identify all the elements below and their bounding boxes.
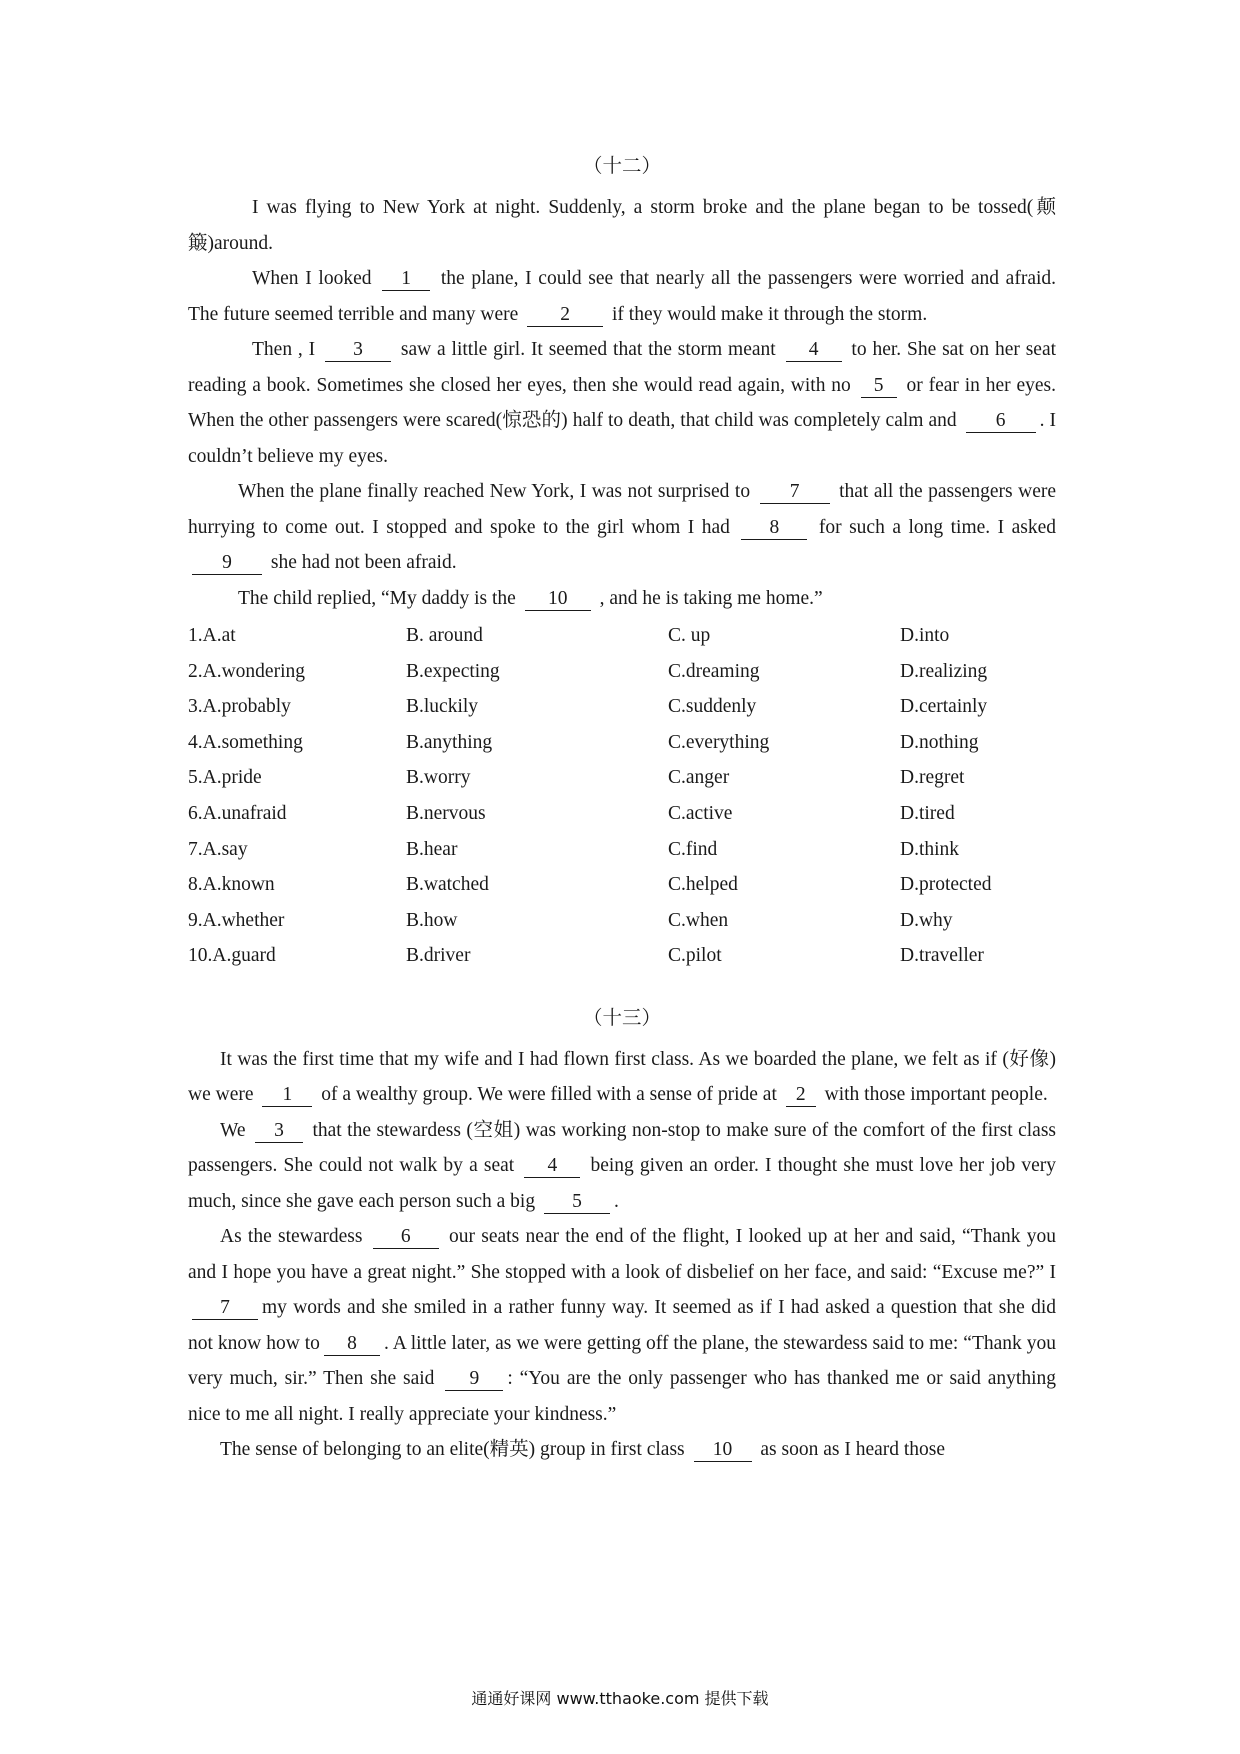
page-footer: 通通好课网 www.tthaoke.com 提供下载 bbox=[471, 1689, 769, 1708]
option-row: 2.A.wondering B.expecting C.dreaming D.realizing bbox=[188, 660, 988, 682]
section-title-13: （十三） bbox=[582, 1007, 661, 1029]
option-row: 10.A.guard B.driver C.pilot D.traveller bbox=[188, 945, 984, 967]
blank-10: 10 bbox=[525, 588, 591, 611]
paragraph: When I looked 1 the plane, I could see that nearly all the passengers were worried and afraid. The future seemed terrible and many were 2 if they would make it through the storm. bbox=[188, 268, 1057, 325]
option-row: 1.A.at B. around C. up D.into bbox=[188, 625, 950, 646]
blank-1: 1 bbox=[262, 1084, 312, 1107]
blank-8: 8 bbox=[324, 1333, 380, 1356]
section-title-12: （十二） bbox=[582, 156, 661, 177]
option-row: 4.A.something B.anything C.everything D.nothing bbox=[188, 731, 979, 753]
blank-2: 2 bbox=[786, 1084, 816, 1107]
blank-4: 4 bbox=[524, 1155, 580, 1178]
blank-7: 7 bbox=[760, 481, 830, 504]
blank-9: 9 bbox=[445, 1368, 503, 1391]
paragraph: We 3 that the stewardess (空姐) was working non-stop to make sure of the comfort of the first class passengers. She could not walk by a seat 4 being given an order. I thought she must love her job very much, since she gave each person such a big 5 . bbox=[188, 1119, 1057, 1212]
blank-6: 6 bbox=[966, 410, 1036, 433]
blank-8: 8 bbox=[741, 517, 807, 540]
paragraph: It was the first time that my wife and I had flown first class. As we boarded the plane, we felt as if (好像) we were 1 of a wealthy group. We were filled with a sense of pride at 2 with those important people. bbox=[188, 1048, 1056, 1106]
blank-6: 6 bbox=[373, 1226, 439, 1249]
paragraph: I was flying to New York at night. Suddenly, a storm broke and the plane began to be tossed(颠簸)around. bbox=[188, 197, 1056, 254]
blank-3: 3 bbox=[255, 1120, 303, 1143]
blank-9: 9 bbox=[192, 552, 262, 575]
blank-5: 5 bbox=[544, 1191, 610, 1214]
blank-7: 7 bbox=[192, 1297, 258, 1320]
paragraph: Then , I 3 saw a little girl. It seemed that the storm meant 4 to her. She sat on her seat reading a book. Sometimes she closed her eyes, then she would read again, with no 5 or fear in her eyes. When the other passengers were scared(惊恐的) half to death, that child was completely calm and 6 . I couldn’t believe my eyes. bbox=[188, 339, 1057, 467]
blank-4: 4 bbox=[786, 339, 842, 362]
option-row: 6.A.unafraid B.nervous C.active D.tired bbox=[188, 802, 955, 824]
options-list bbox=[188, 618, 1056, 974]
paragraph: The sense of belonging to an elite(精英) group in first class 10 as soon as I heard those bbox=[220, 1439, 946, 1461]
option-row: 8.A.known B.watched C.helped D.protected bbox=[188, 874, 992, 896]
paragraph: The child replied, “My daddy is the 10 , and he is taking me home.” bbox=[238, 587, 823, 609]
option-row: 3.A.probably B.luckily C.suddenly D.certainly bbox=[188, 696, 988, 718]
paragraph: When the plane finally reached New York, I was not surprised to 7 that all the passengers were hurrying to come out. I stopped and spoke to the girl whom I had 8 for such a long time. I asked 9 she had not been afraid. bbox=[188, 481, 1057, 573]
blank-1: 1 bbox=[382, 268, 430, 291]
blank-10: 10 bbox=[694, 1439, 752, 1462]
option-row: 5.A.pride B.worry C.anger D.regret bbox=[188, 767, 965, 789]
blank-2: 2 bbox=[527, 304, 603, 327]
paragraph: As the stewardess 6 our seats near the end of the flight, I looked up at her and said, “Thank you and I hope you have a great night.” She stopped with a look of disbelief on her face, and said: “Excuse me?” I 7 my words and she smiled in a rather funny way. It seemed as if I had asked a question that she did not know how to 8 . A little later, as we were getting off the plane, the stewardess said to me: “Thank you very much, sir.” Then she said 9 : “You are the only passenger who has thanked me or said anything nice to me all night. I really appreciate your kindness.” bbox=[188, 1226, 1057, 1425]
option-row: 7.A.say B.hear C.find D.think bbox=[188, 838, 960, 860]
document-page bbox=[188, 150, 1056, 1468]
blank-5: 5 bbox=[861, 375, 897, 398]
option-row: 9.A.whether B.how C.when D.why bbox=[188, 909, 953, 931]
blank-3: 3 bbox=[325, 339, 391, 362]
